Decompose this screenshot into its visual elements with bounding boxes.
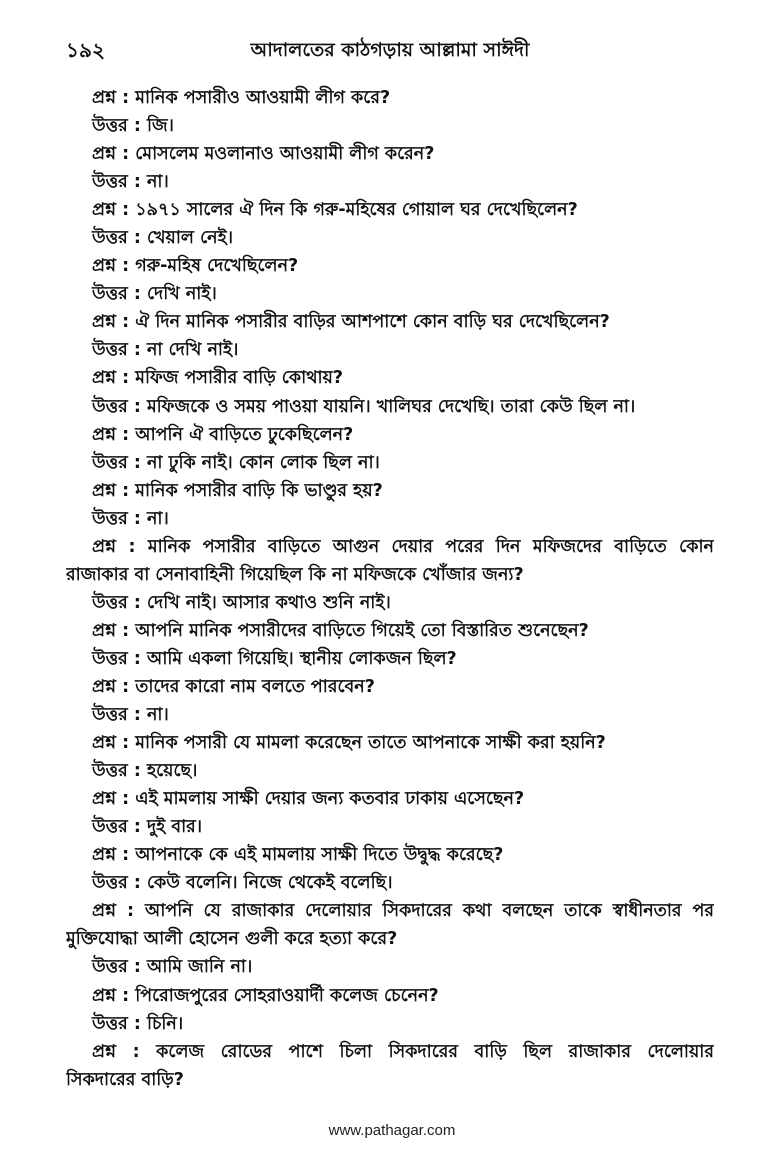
text-line: উত্তর : খেয়াল নেই।: [92, 228, 233, 249]
text-line: প্রশ্ন : আপনি যে রাজাকার দেলোয়ার সিকদারের কথা বলছেন তাকে স্বাধীনতার পর: [92, 901, 714, 922]
text-line: প্রশ্ন : কলেজ রোডের পাশে চিলা সিকদারের বাড়ি ছিল রাজাকার দেলোয়ার: [92, 1041, 714, 1062]
text-line: প্রশ্ন : মোসলেম মওলানাও আওয়ামী লীগ করেন?: [92, 144, 435, 165]
page-number: ১৯২: [66, 37, 105, 62]
text-line: উত্তর : না।: [92, 172, 169, 193]
text-line: উত্তর : চিনি।: [92, 1013, 184, 1034]
text-line: প্রশ্ন : মানিক পসারী যে মামলা করেছেন তাতে আপনাকে সাক্ষী করা হয়নি?: [92, 733, 606, 754]
page-header: [66, 38, 714, 66]
text-line-continuation: সিকদারের বাড়ি?: [66, 1069, 184, 1090]
text-line: উত্তর : না দেখি নাই।: [92, 340, 239, 361]
text-line-continuation: মুক্তিযোদ্ধা আলী হোসেন গুলী করে হত্যা করে?: [66, 929, 398, 950]
text-line: প্রশ্ন : গরু-মহিষ দেখেছিলেন?: [92, 256, 299, 277]
running-title: আদালতের কাঠগড়ায় আল্লামা সাঈদী: [250, 39, 530, 61]
text-line: প্রশ্ন : মানিক পসারীও আওয়ামী লীগ করে?: [92, 88, 391, 108]
text-line: উত্তর : জি।: [92, 116, 174, 137]
text-line: প্রশ্ন : মানিক পসারীর বাড়ি কি ভাণ্ডুর হয়?: [92, 480, 383, 501]
text-line: প্রশ্ন : পিরোজপুরের সোহরাওয়ার্দী কলেজ চেনেন?: [92, 985, 439, 1006]
text-line: উত্তর : দেখি নাই। আসার কথাও শুনি নাই।: [92, 592, 391, 613]
text-line: উত্তর : দেখি নাই।: [92, 284, 217, 305]
text-line: প্রশ্ন : আপনি মানিক পসারীদের বাড়িতে গিয়েই তো বিস্তারিত শুনেছেন?: [92, 620, 589, 641]
text-line: উত্তর : আমি জানি না।: [92, 957, 253, 978]
text-line: প্রশ্ন : আপনাকে কে এই মামলায় সাক্ষী দিতে উদ্বুদ্ধ করেছে?: [92, 845, 504, 866]
text-line: উত্তর : দুই বার।: [92, 817, 203, 838]
text-line: প্রশ্ন : মানিক পসারীর বাড়িতে আগুন দেয়ার পরের দিন মফিজদের বাড়িতে কোন: [92, 536, 714, 557]
transcript-body: [66, 84, 714, 1094]
text-line: উত্তর : আমি একলা গিয়েছি। স্থানীয় লোকজন ছিল?: [92, 648, 457, 669]
text-line: প্রশ্ন : তাদের কারো নাম বলতে পারবেন?: [92, 676, 375, 697]
text-line: প্রশ্ন : মফিজ পসারীর বাড়ি কোথায়?: [92, 368, 344, 389]
text-line: উত্তর : মফিজকে ও সময় পাওয়া যায়নি। খালিঘর দেখেছি। তারা কেউ ছিল না।: [92, 396, 636, 417]
text-line: উত্তর : কেউ বলেনি। নিজে থেকেই বলেছি।: [92, 873, 393, 894]
text-line-continuation: রাজাকার বা সেনাবাহিনী গিয়েছিল কি না মফিজকে খোঁজার জন্য?: [66, 564, 524, 585]
text-line: উত্তর : না।: [92, 705, 169, 726]
text-line: উত্তর : না ঢুকি নাই। কোন লোক ছিল না।: [92, 452, 380, 473]
text-line: উত্তর : না।: [92, 508, 169, 529]
footer-url: www.pathagar.com: [328, 1122, 456, 1139]
text-line: প্রশ্ন : ১৯৭১ সালের ঐ দিন কি গরু-মহিষের গোয়াল ঘর দেখেছিলেন?: [92, 200, 578, 221]
text-line: প্রশ্ন : ঐ দিন মানিক পসারীর বাড়ির আশপাশে কোন বাড়ি ঘর দেখেছিলেন?: [92, 312, 610, 333]
text-line: উত্তর : হয়েছে।: [92, 761, 198, 782]
text-line: প্রশ্ন : আপনি ঐ বাড়িতে ঢুকেছিলেন?: [92, 424, 354, 445]
text-line: প্রশ্ন : এই মামলায় সাক্ষী দেয়ার জন্য কতবার ঢাকায় এসেছেন?: [92, 789, 525, 810]
